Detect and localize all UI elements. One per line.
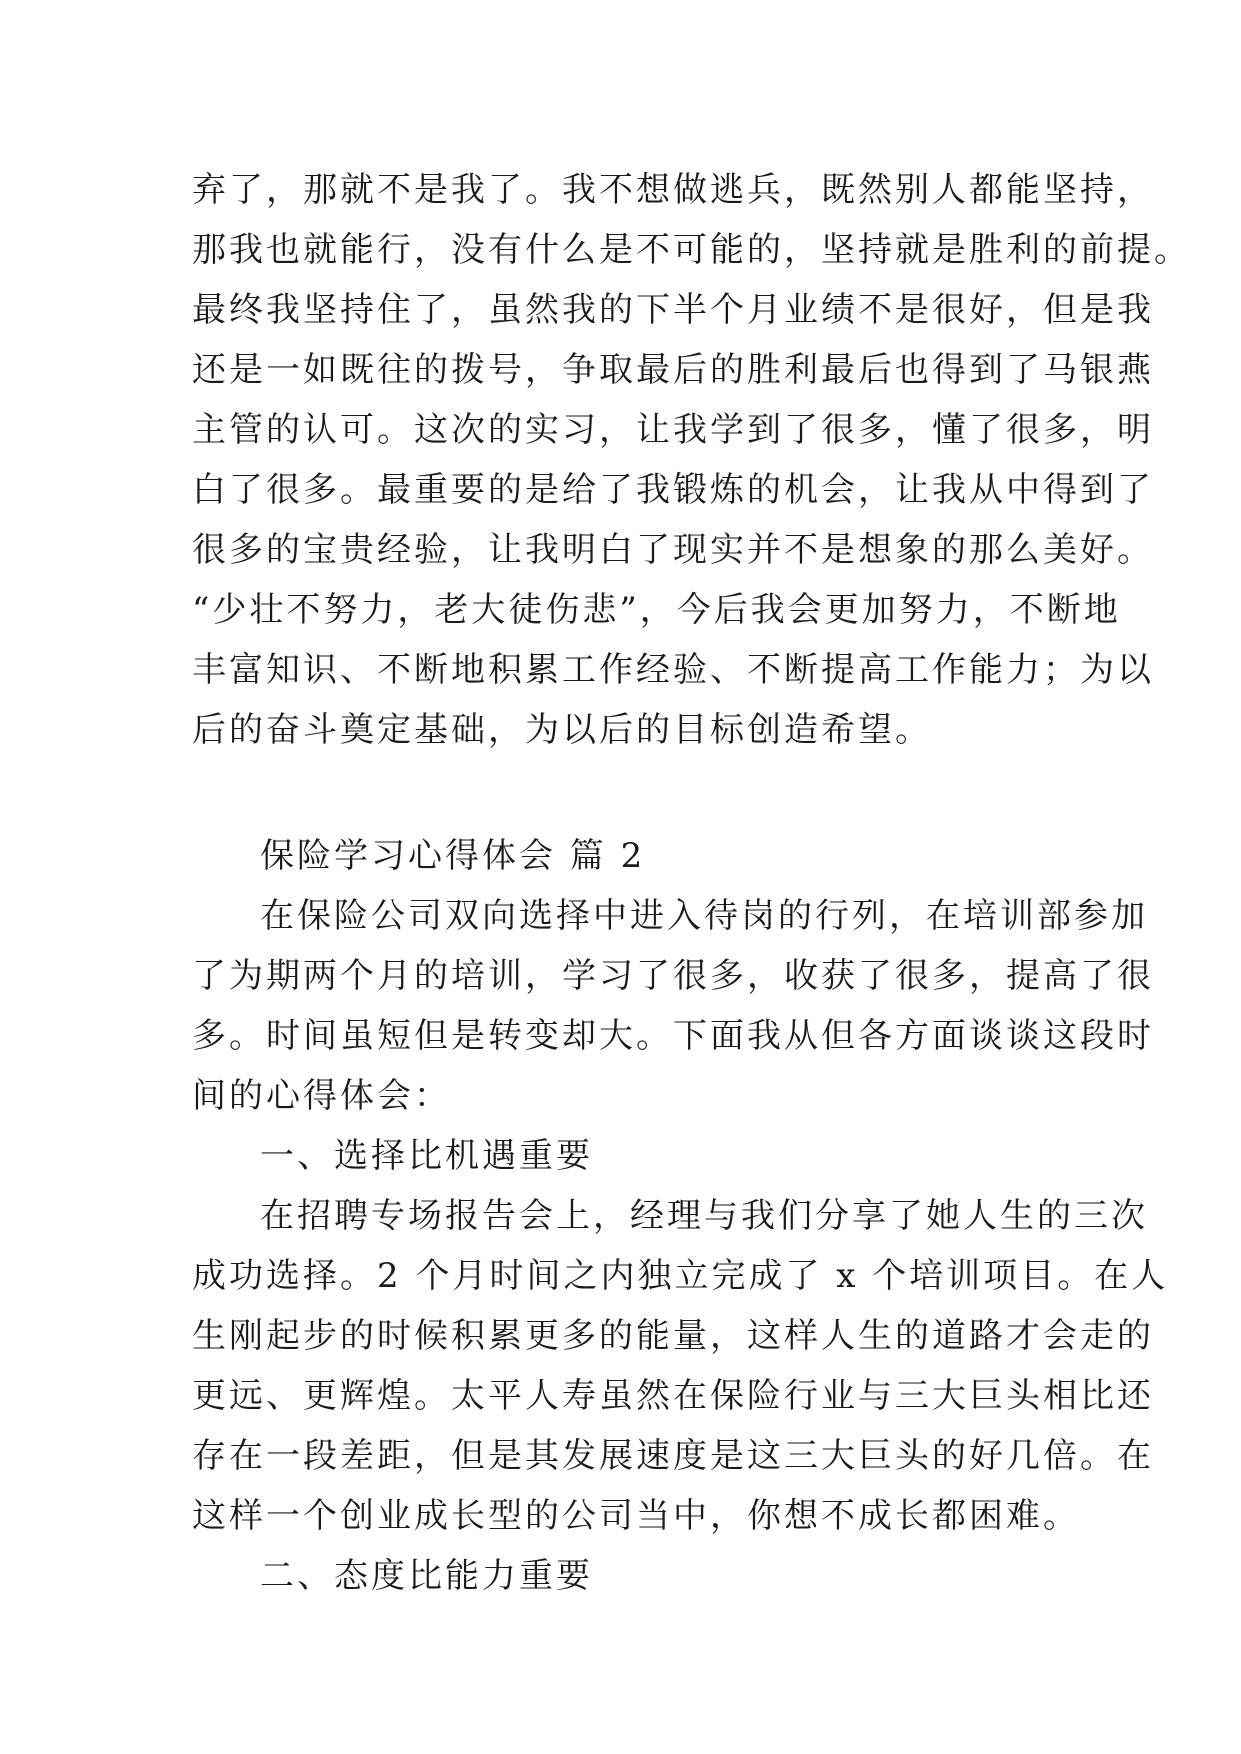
- paragraph-line: 还是一如既往的拨号，争取最后的胜利最后也得到了马银燕: [192, 350, 1154, 390]
- paragraph-line: 存在一段差距，但是其发展速度是这三大巨头的好几倍。在: [192, 1436, 1154, 1476]
- section-1-paragraph: [192, 160, 1191, 760]
- paragraph-line: 白了很多。最重要的是给了我锻炼的机会，让我从中得到了: [192, 470, 1154, 510]
- paragraph-line: “少壮不努力，老大徒伤悲”，今后我会更加努力，不断地: [192, 590, 1121, 630]
- paragraph-line: 主管的认可。这次的实习，让我学到了很多，懂了很多，明: [192, 410, 1154, 450]
- paragraph-line: 这样一个创业成长型的公司当中，你想不成长都困难。: [192, 1496, 1080, 1536]
- subheading-choice: 一、选择比机遇重要: [260, 1136, 593, 1176]
- paragraph-line: 弃了，那就不是我了。我不想做逃兵，既然别人都能坚持，: [192, 170, 1154, 210]
- paragraph-line: 那我也就能行，没有什么是不可能的，坚持就是胜利的前提。: [192, 230, 1191, 270]
- paragraph-line: 多。时间虽短但是转变却大。下面我从但各方面谈谈这段时: [192, 1016, 1154, 1056]
- paragraph-line: 在招聘专场报告会上，经理与我们分享了她人生的三次: [260, 1196, 1148, 1236]
- subheading-attitude: 二、态度比能力重要: [260, 1556, 593, 1596]
- section-2-choice-paragraph: [192, 1186, 1169, 1546]
- paragraph-line: 生刚起步的时候积累更多的能量，这样人生的道路才会走的: [192, 1316, 1154, 1356]
- paragraph-line: 后的奋斗奠定基础，为以后的目标创造希望。: [192, 710, 932, 750]
- paragraph-line: 成功选择。2 个月时间之内独立完成了 x 个培训项目。在人: [192, 1256, 1169, 1296]
- document-body: [192, 160, 1191, 1606]
- paragraph-line: 间的心得体会：: [192, 1076, 451, 1116]
- paragraph-line: 在保险公司双向选择中进入待岗的行列，在培训部参加: [260, 896, 1148, 936]
- paragraph-line: 了为期两个月的培训，学习了很多，收获了很多，提高了很: [192, 956, 1154, 996]
- paragraph-line: 最终我坚持住了，虽然我的下半个月业绩不是很好，但是我: [192, 290, 1154, 330]
- section-2-intro-paragraph: [192, 886, 1154, 1126]
- paragraph-line: 很多的宝贵经验，让我明白了现实并不是想象的那么美好。: [192, 530, 1154, 570]
- section-2-title: 保险学习心得体会 篇 2: [260, 836, 646, 876]
- paragraph-line: 更远、更辉煌。太平人寿虽然在保险行业与三大巨头相比还: [192, 1376, 1154, 1416]
- paragraph-line: 丰富知识、不断地积累工作经验、不断提高工作能力；为以: [192, 650, 1154, 690]
